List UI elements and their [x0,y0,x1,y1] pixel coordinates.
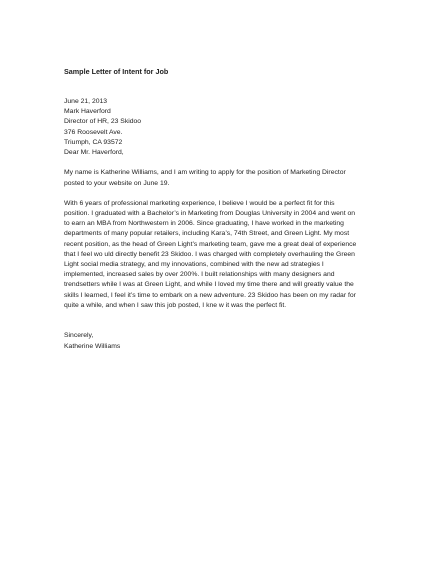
paragraph-line: skills I learned, I feel it’s time to embark on a new adventure. 23 Skidoo has been on my radar for [64,291,356,299]
paragraph-experience [64,199,394,311]
paragraph-line: recent position, as the head of Green Light’s marketing team, gave me a great deal of experience [64,240,357,248]
letter-closing [64,331,394,351]
paragraph-line: Light social media strategy, and my innovations, combined with the new ad strategies I [64,261,324,268]
letter-date: June 21, 2013 [64,98,108,105]
paragraph-intro [64,168,394,188]
paragraph-line: posted to your website on June 19. [64,179,170,187]
signature-name: Katherine Williams [64,342,121,350]
paragraph-line: My name is Katherine Williams, and I am writing to apply for the position of Marketing Director [64,169,346,177]
recipient-city: Triumph, CA 93572 [64,138,123,146]
letter-header [64,97,394,158]
paragraph-line: that I feel wo uld directly benefit 23 Skidoo. I was charged with completely overhauling the Green [64,250,355,258]
recipient-title: Director of HR, 23 Skidoo [64,118,142,126]
paragraph-line: trendsetters while I was at Green Light, and while I loved my time there and will greatly value the [64,281,354,289]
paragraph-line: departments of many popular retailers, including Kara’s, 74th Street, and Green Light. My most [64,230,350,238]
letter-title: Sample Letter of Intent for Job [64,67,169,76]
paragraph-line: position. I graduated with a Bachelor’s in Marketing from Douglas University in 2004 and went on [64,210,356,218]
salutation: Dear Mr. Haverford, [64,148,124,156]
paragraph-line: With 6 years of professional marketing experience, I believe I would be a perfect fit for this [64,199,335,207]
paragraph-line: quite a while, and when I saw this job posted, I kne w it was the perfect fit. [64,301,287,309]
recipient-name: Mark Haverford [64,108,111,116]
paragraph-line: to earn an MBA from Northwestern in 2006. Since graduating, I have worked in the marketing [64,220,344,228]
recipient-street: 376 Roosevelt Ave. [64,128,123,136]
closing-text: Sincerely, [64,332,94,340]
letter-body [64,97,394,352]
paragraph-line: implemented, increased sales by over 200%. I built relationships with many designers and [64,271,335,279]
